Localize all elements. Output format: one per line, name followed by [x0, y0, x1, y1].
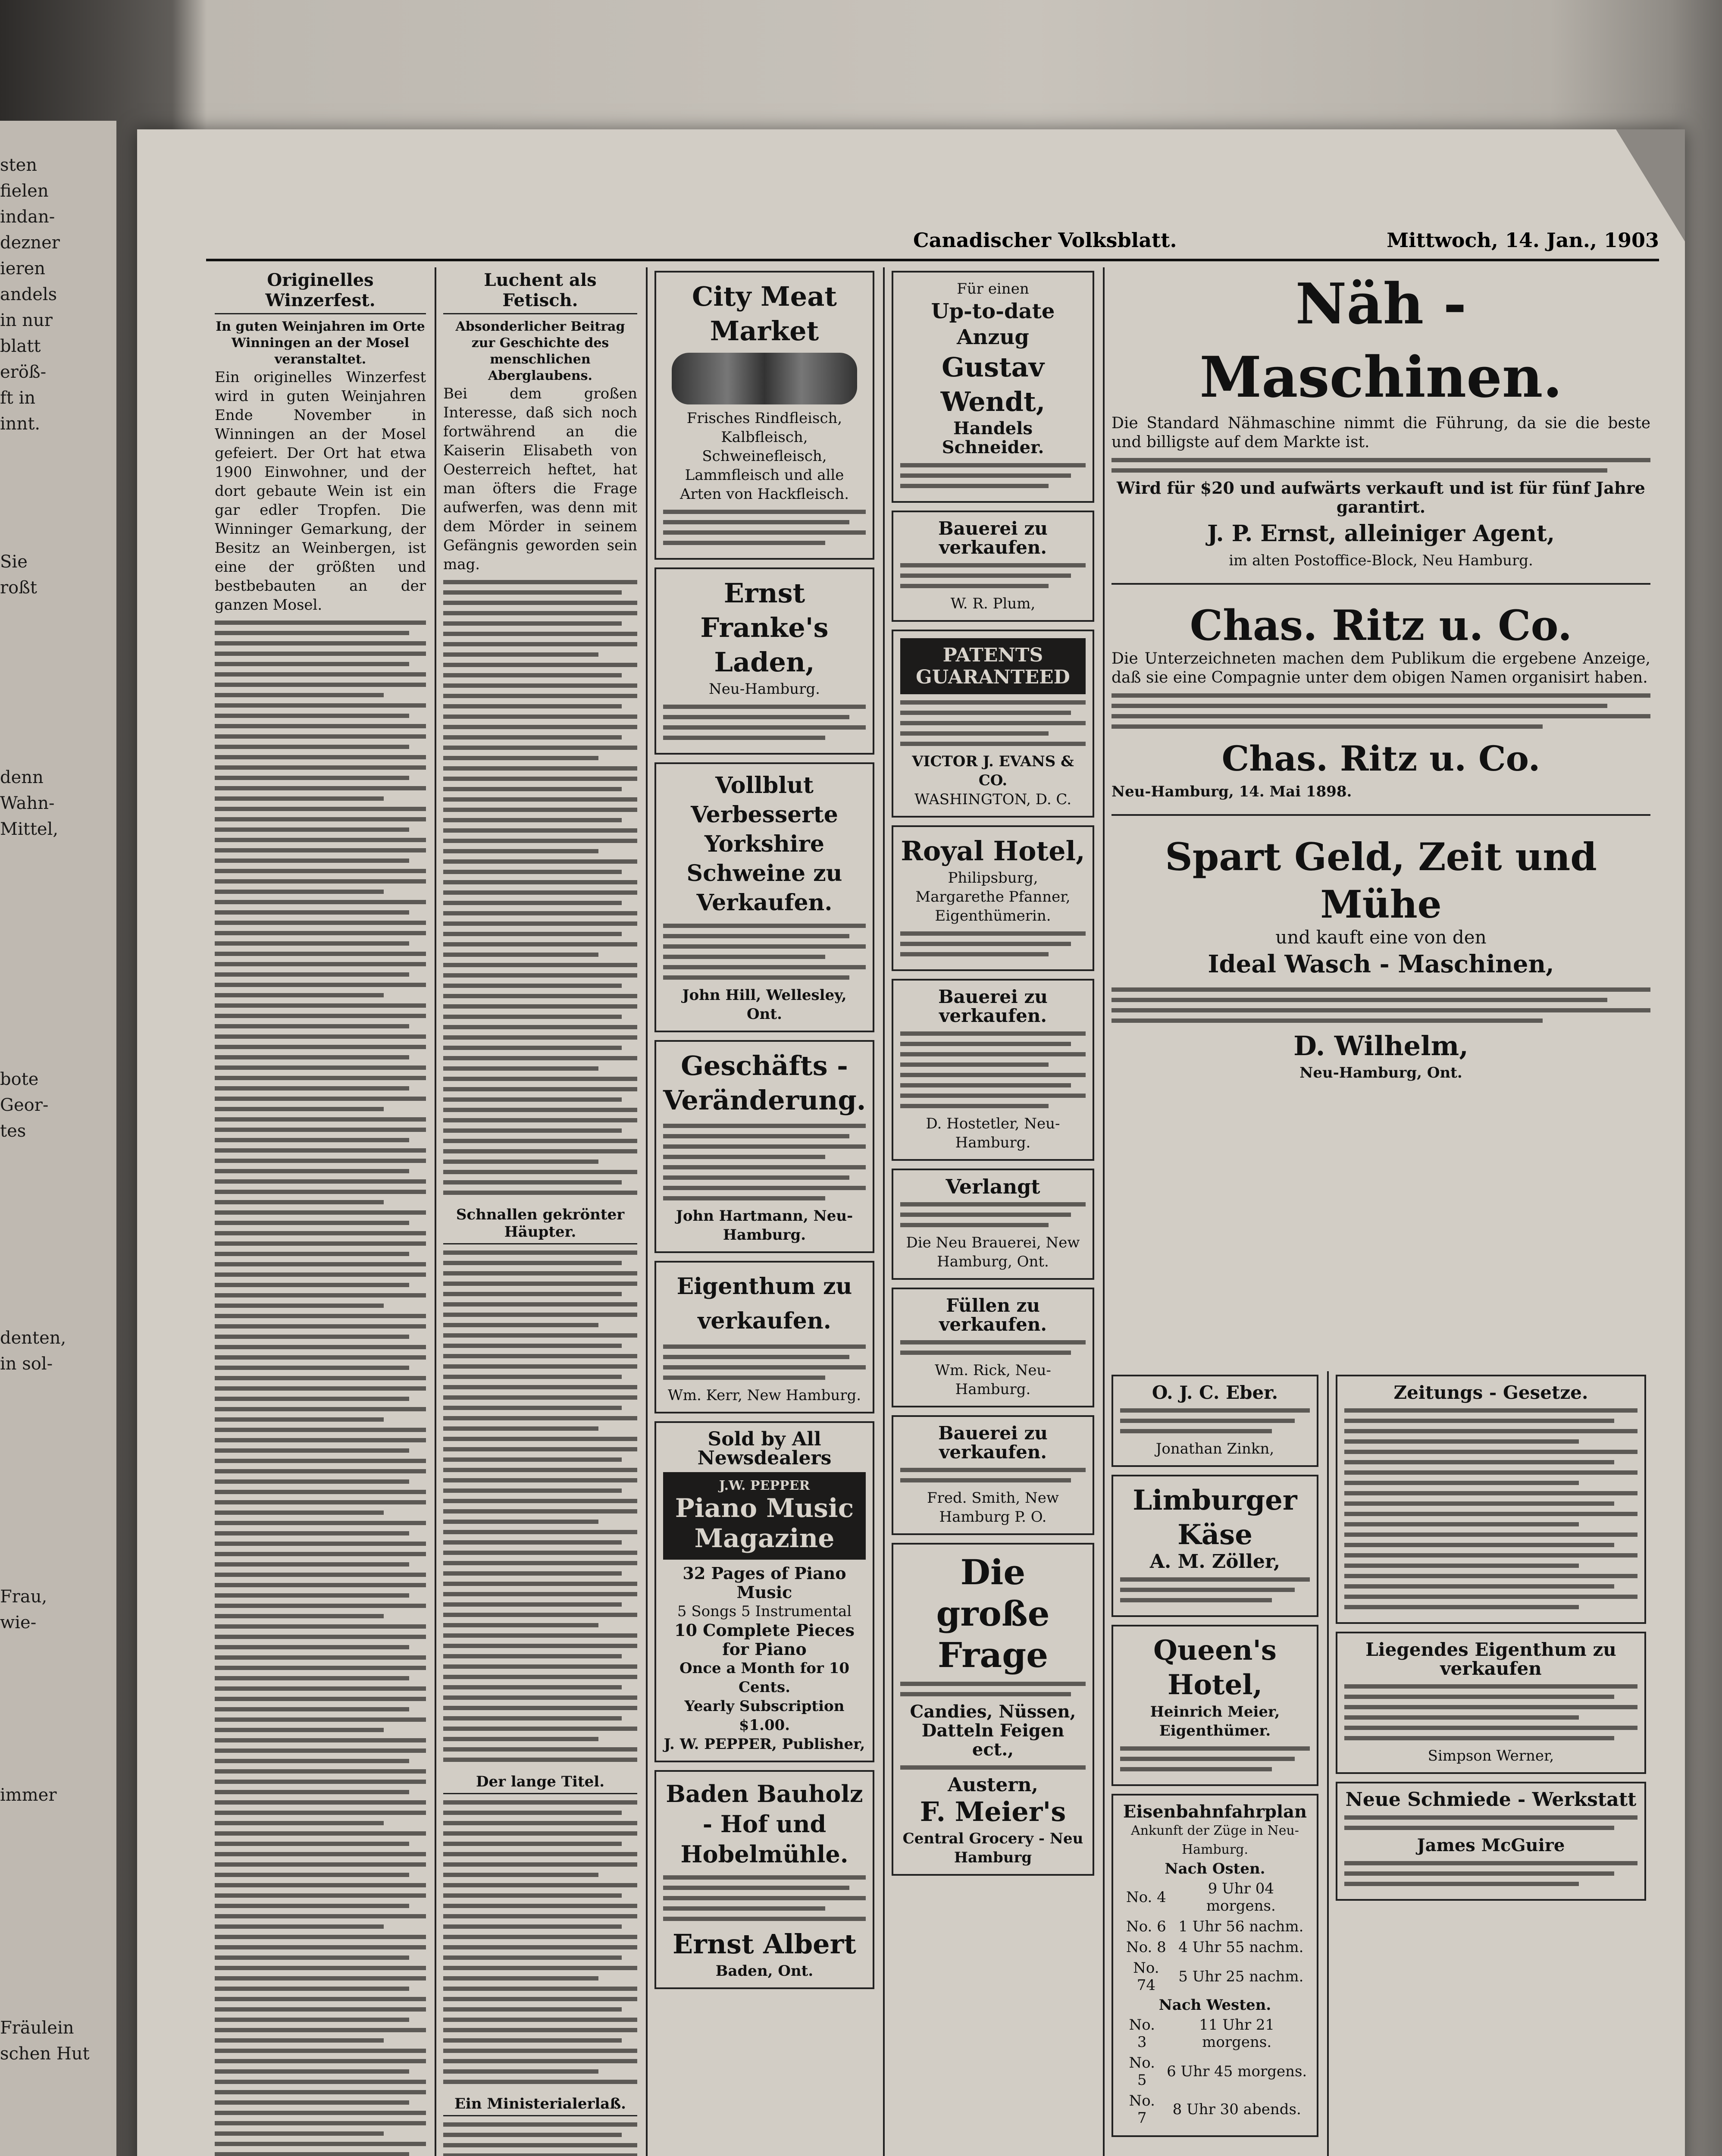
train-time: 5 Uhr 25 nachm. [1178, 1968, 1304, 1985]
article-text-lines [443, 2122, 637, 2156]
ad-title: Eisenbahnfahrplan [1123, 1802, 1307, 1822]
ad-owner: Margarethe Pfanner, Eigenthümerin. [915, 888, 1071, 924]
ad-grocery [892, 1543, 1094, 1876]
ad-farm-sale-2 [892, 979, 1094, 1161]
ad-place: Neu-Hamburg, Ont. [1299, 1064, 1462, 1081]
ad-sub: und kauft eine von den [1275, 927, 1487, 948]
ad-line: Once a Month for 10 Cents. [679, 1660, 850, 1696]
newspaper-page [137, 129, 1685, 2156]
train-time: 4 Uhr 55 nachm. [1178, 1939, 1304, 1956]
ad-ernst-franke [654, 567, 874, 755]
ad-wash-machines [1111, 814, 1650, 1082]
ad-place: Central Grocery - Neu Hamburg [902, 1830, 1083, 1866]
column-ads-5 [1111, 267, 1650, 2156]
meat-illustration [672, 353, 857, 404]
ad-agent: J. P. Ernst, alleiniger Agent, [1207, 520, 1555, 547]
direction-west: Nach Westen. [1158, 1996, 1271, 2014]
ad-title: Bauerei zu verkaufen. [938, 518, 1048, 558]
ad-title: City Meat Market [692, 281, 837, 347]
ad-signature: Chas. Ritz u. Co. [1221, 738, 1540, 779]
table-row [1120, 1937, 1310, 1958]
ad-header: Sold by All Newsdealers [697, 1428, 832, 1469]
ad-foal-sale [892, 1288, 1094, 1407]
article-lead: In guten Weinjahren im Orte Winningen an der Mosel veranstaltet. [216, 319, 425, 367]
train-time: 8 Uhr 30 abends. [1172, 2101, 1301, 2118]
ad-title: Neue Schmiede - Werkstatt [1345, 1789, 1637, 1811]
article-text-lines [215, 620, 426, 2156]
ad-title: Füllen zu verkaufen. [939, 1295, 1047, 1335]
ad-patents [892, 630, 1094, 818]
ad-signature: Die Neu Brauerei, New Hamburg, Ont. [906, 1234, 1080, 1270]
ad-title: PATENTS GUARANTEED [900, 638, 1086, 694]
column-article-winzerfest [215, 267, 426, 2156]
ad-signature: Wm. Kerr, New Hamburg. [667, 1387, 861, 1404]
ad-body: Die Standard Nähmaschine nimmt die Führung, da sie die beste und billigste auf dem Markte ist. [1111, 414, 1650, 451]
train-time: 9 Uhr 04 morgens. [1206, 1880, 1276, 1915]
ad-place: Baden, Ont. [715, 1962, 814, 1980]
column-ads-4 [892, 267, 1094, 2156]
train-no: No. 6 [1126, 1918, 1166, 1935]
train-no: No. 8 [1126, 1939, 1166, 1956]
train-time: 11 Uhr 21 morgens. [1199, 2016, 1275, 2051]
ad-limburger [1111, 1475, 1318, 1617]
column-rule [646, 267, 648, 2156]
ad-signature: John Hill, Wellesley, Ont. [682, 987, 847, 1023]
table-row [1120, 2090, 1310, 2128]
table-row [1120, 1958, 1310, 1996]
article-title: Luchent als Fetisch. [443, 267, 637, 314]
publisher-name: J.W. PEPPER [719, 1478, 810, 1493]
ad-title: Bauerei zu verkaufen. [938, 1423, 1048, 1463]
ad-title: O. J. C. Eber. [1152, 1382, 1278, 1403]
table-row [1120, 2053, 1310, 2090]
subheading: Ein Ministerialerlaß. [443, 2093, 637, 2116]
ad-signature: F. Meier's [920, 1796, 1066, 1827]
train-no: No. 4 [1126, 1889, 1166, 1906]
ad-title: Die große Frage [936, 1552, 1050, 1675]
ad-owner: Heinrich Meier, Eigenthümer. [1150, 1703, 1280, 1739]
ad-chas-ritz [1111, 583, 1650, 801]
ad-line: 5 Songs 5 Instrumental [677, 1603, 852, 1620]
ad-signature: VICTOR J. EVANS & CO. [912, 753, 1074, 789]
ad-title: Baden Bauholz - Hof und Hobelmühle. [666, 1780, 863, 1868]
ad-eber [1111, 1375, 1318, 1467]
column-rule [883, 267, 885, 2156]
ad-baden-lumber [654, 1770, 874, 1989]
ad-signature: Fred. Smith, New Hamburg P. O. [927, 1489, 1059, 1526]
article-body: Ein originelles Winzerfest wird in guten Weinjahren Ende November in Winningen an der Mosel gefeiert. Der Ort hat etwa 1900 Einwohner, und der dort gebaute Wein ist ein gar edler Tropfen. Die Winninger Gemarkung, der Besitz an Weinbergen, ist eine der größten und bestbebauten an der ganzen Mosel. [215, 369, 426, 614]
ad-title: Verlangt [946, 1175, 1040, 1198]
ad-signature: James McGuire [1417, 1835, 1565, 1855]
masthead [206, 229, 1659, 261]
subheading: Schnallen gekrönter Häupter. [443, 1203, 637, 1244]
magazine-title: Piano Music Magazine [675, 1493, 854, 1554]
ad-title: Queen's Hotel, [1153, 1634, 1277, 1701]
ad-title: Bauerei zu verkaufen. [938, 986, 1048, 1026]
ad-title: Spart Geld, Zeit und Mühe [1165, 834, 1597, 927]
ad-line: 10 Complete Pieces for Piano [674, 1620, 855, 1659]
ad-piano-music [654, 1421, 874, 1762]
column-rule [1103, 267, 1105, 2156]
ad-property-sale [654, 1261, 874, 1413]
column-rule [435, 267, 436, 2156]
ad-real-estate [1336, 1632, 1646, 1774]
ad-signature: Wm. Rick, Neu-Hamburg. [935, 1362, 1051, 1398]
ad-date: Neu-Hamburg, 14. Mai 1898. [1111, 783, 1352, 800]
music-banner [663, 1472, 866, 1560]
ad-train-schedule [1111, 1794, 1318, 2137]
train-time: 1 Uhr 56 nachm. [1178, 1918, 1304, 1935]
article-title: Originelles Winzerfest. [215, 267, 426, 314]
ad-wanted [892, 1169, 1094, 1280]
ad-pre: Für einen [957, 280, 1029, 298]
table-row [1120, 2015, 1310, 2053]
ad-smithy [1336, 1782, 1646, 1901]
ad-city-meat-market [654, 271, 874, 560]
ad-title: Näh - Maschinen. [1199, 271, 1562, 410]
ad-line: Yearly Subscription $1.00. [684, 1698, 845, 1734]
table-row [1120, 1916, 1310, 1937]
ad-signature: A. M. Zöller, [1149, 1551, 1281, 1573]
ad-sub: Ankunft der Züge in Neu-Hamburg. [1131, 1823, 1299, 1857]
ad-name: Gustav Wendt, [940, 351, 1046, 417]
ad-place: im alten Postoffice-Block, Neu Hamburg. [1229, 552, 1533, 569]
ad-farm-sale-1 [892, 511, 1094, 622]
ad-line: Austern, [948, 1774, 1038, 1796]
ad-newspaper-laws [1336, 1375, 1646, 1624]
ad-signature: John Hartmann, Neu-Hamburg. [676, 1207, 853, 1244]
column-article-luchent [443, 267, 637, 2156]
article-body: Bei dem großen Interesse, daß sich noch fortwährend an die Kaiserin Elisabeth von Oesterreich heftet, hat man öfters die Frage aufwerfen, was denn mit dem Mörder in seinem Gefängnis geworden sein mag. [443, 385, 637, 573]
ad-line: Candies, Nüssen, [910, 1702, 1076, 1722]
ad-title: Limburger Käse [1133, 1484, 1297, 1551]
ad-place: Philipsburg, [948, 869, 1038, 887]
ad-tailor [892, 271, 1094, 503]
ad-signature: Ernst Albert [673, 1928, 856, 1960]
train-no: No. 7 [1129, 2092, 1155, 2127]
subheading: Der lange Titel. [443, 1771, 637, 1794]
train-no: No. 74 [1133, 1959, 1159, 1994]
ad-body: Frisches Rindfleisch, Kalbfleisch, Schweinefleisch, Lammfleisch und alle Arten von Hackfleisch. [679, 410, 849, 503]
ad-sewing-machines [1111, 267, 1650, 570]
ad-body: Die Unterzeichneten machen dem Publikum die ergebene Anzeige, daß sie eine Compagnie unter dem obigen Namen organisirt haben. [1111, 650, 1650, 686]
ad-farm-sale-3 [892, 1415, 1094, 1535]
ad-place: WASHINGTON, D. C. [914, 791, 1072, 808]
table-row [1120, 1878, 1310, 1916]
adjacent-page-fragment: sten fielen indan- dezner ieren andels in nur blatt eröß- ft in innt. Sie roßt denn Wahn- Mittel, bote Geor- tes denten, in sol- Frau, wie- immer Fräulein schen Hut [0, 121, 116, 2156]
column-ads-3 [654, 267, 874, 2156]
ad-line: Datteln Feigen ect., [921, 1720, 1065, 1760]
paper-name: Canadischer Volksblatt. [913, 229, 1177, 252]
ad-line: 32 Pages of Piano Music [683, 1564, 846, 1602]
ad-line: J. W. PEPPER, Publisher, [664, 1736, 865, 1753]
ads-5-right [1336, 1371, 1646, 1908]
ad-yorkshire-pigs [654, 762, 874, 1032]
train-no: No. 5 [1129, 2054, 1155, 2089]
ad-title: Liegendes Eigenthum zu verkaufen [1365, 1639, 1616, 1679]
issue-date: Mittwoch, 14. Jan., 1903 [1387, 229, 1659, 252]
train-table-west [1120, 2015, 1310, 2128]
article-text-lines [443, 580, 637, 1195]
train-no: No. 3 [1129, 2016, 1155, 2051]
ad-signature: Simpson Werner, [1428, 1747, 1554, 1764]
article-text-lines [443, 1250, 637, 1762]
ad-title: Geschäfts - Veränderung. [663, 1050, 866, 1116]
ad-signature: D. Hostetler, Neu-Hamburg. [926, 1115, 1060, 1151]
ad-title: Chas. Ritz u. Co. [1190, 601, 1572, 650]
ad-title: Vollblut Verbesserte Yorkshire Schweine zu Verkaufen. [686, 772, 842, 916]
ad-title: Eigenthum zu verkaufen. [676, 1273, 852, 1334]
ad-place: Neu-Hamburg. [709, 680, 820, 698]
ads-5-left [1111, 1371, 1318, 2145]
ad-signature: Jonathan Zinkn, [1155, 1440, 1274, 1457]
ad-title: Up-to-date Anzug [931, 299, 1055, 349]
train-table-east [1120, 1878, 1310, 1996]
ad-business-change [654, 1040, 874, 1253]
ad-royal-hotel [892, 825, 1094, 971]
article-text-lines [443, 1800, 637, 2084]
ad-signature: D. Wilhelm, [1293, 1030, 1468, 1062]
folded-corner [1616, 129, 1685, 241]
ad-product: Ideal Wasch - Maschinen, [1208, 950, 1554, 978]
ad-title: Ernst Franke's Laden, [700, 577, 829, 678]
ad-signature: W. R. Plum, [950, 595, 1036, 612]
ad-title: Zeitungs - Gesetze. [1393, 1382, 1588, 1403]
ad-price: Wird für $20 und aufwärts verkauft und ist für fünf Jahre garantirt. [1117, 478, 1645, 517]
direction-east: Nach Osten. [1165, 1860, 1265, 1877]
article-lead: Absonderlicher Beitrag zur Geschichte des menschlichen Aberglaubens. [455, 319, 625, 383]
ad-trade: Handels Schneider. [942, 418, 1044, 458]
ad-title: Royal Hotel, [901, 835, 1085, 867]
train-time: 6 Uhr 45 morgens. [1167, 2063, 1307, 2080]
ad-queens-hotel [1111, 1625, 1318, 1786]
